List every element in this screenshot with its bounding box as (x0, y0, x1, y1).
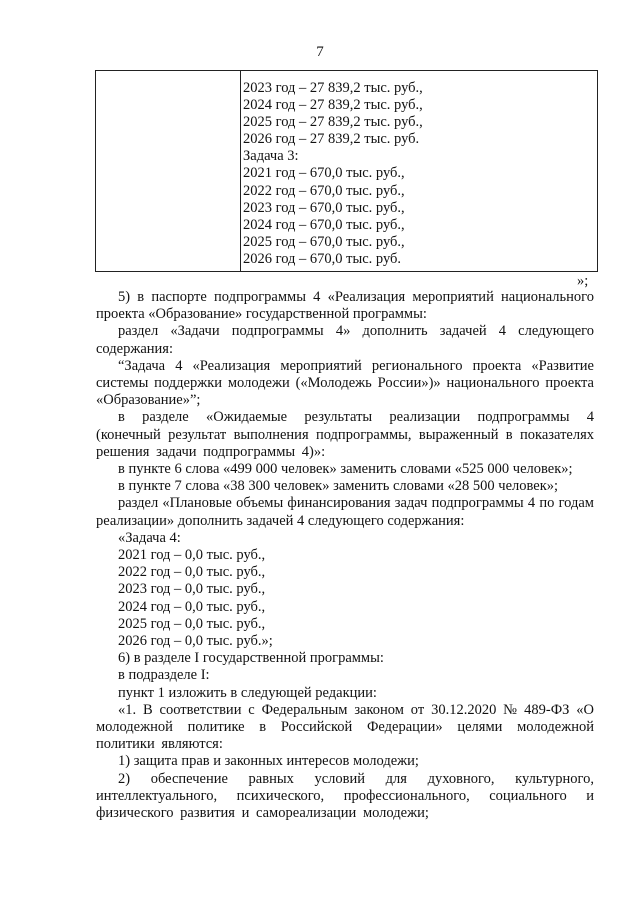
table-column-divider (240, 71, 241, 271)
table-line: 2025 год – 27 839,2 тыс. руб., (243, 114, 423, 131)
task4-year-line: 2022 год – 0,0 тыс. руб., (118, 564, 266, 581)
paragraph-item-5: 5) в паспорте подпрограммы 4 «Реализация мероприятий национального проекта «Образование» государственной программы: (96, 289, 594, 323)
goal-2: 2) обеспечение равных условий для духовного, культурного, интеллектуального, психического, профессионального, социального и физического развития и самореализации молодежи; (96, 770, 594, 822)
paragraph-expected-results: в разделе «Ожидаемые результаты реализации подпрограммы 4 (конечный результат выполнения подпрограммы, выраженный в показателях решения задачи подпрограммы 4)»: (96, 409, 594, 460)
task4-year-line: 2025 год – 0,0 тыс. руб., (118, 615, 266, 632)
table-line: 2026 год – 670,0 тыс. руб. (243, 250, 402, 267)
page-number: 7 (316, 44, 324, 60)
table-funding-cell (243, 80, 423, 268)
paragraph-subsection: в подразделе I: (118, 667, 210, 684)
paragraph-item-6: в пункте 6 слова «499 000 человек» заменить словами «525 000 человек»; (118, 461, 573, 478)
table-line: 2025 год – 670,0 тыс. руб., (243, 233, 405, 250)
table-line: Задача 3: (243, 148, 299, 165)
task4-year-line: 2023 год – 0,0 тыс. руб., (118, 581, 266, 598)
funding-table (95, 70, 598, 272)
paragraph-item-7: в пункте 7 слова «38 300 человек» заменить словами «28 500 человек»; (118, 478, 559, 495)
table-line: 2026 год – 27 839,2 тыс. руб. (243, 131, 420, 148)
task4-year-line: 2024 год – 0,0 тыс. руб., (118, 598, 266, 615)
document-body (96, 289, 594, 822)
table-closing-quote: »; (577, 273, 589, 289)
paragraph-quote-1: «1. В соответствии с Федеральным законом от 30.12.2020 № 489-ФЗ «О молодежной политике в Российской Федерации» целями молодежной политики являются: (96, 701, 594, 753)
table-line: 2024 год – 670,0 тыс. руб., (243, 216, 405, 233)
paragraph-point-1: пункт 1 изложить в следующей редакции: (118, 684, 377, 701)
table-line: 2023 год – 27 839,2 тыс. руб., (243, 80, 423, 96)
task4-year-line: 2026 год – 0,0 тыс. руб.»; (118, 633, 273, 650)
table-line: 2021 год – 670,0 тыс. руб., (243, 165, 405, 182)
table-line: 2023 год – 670,0 тыс. руб., (243, 199, 405, 216)
paragraph-task4-text: “Задача 4 «Реализация мероприятий регионального проекта «Развитие системы поддержки молодежи («Молодежь России»)» национального проекта «Образование»”; (96, 357, 594, 409)
paragraph-tasks-section: раздел «Задачи подпрограммы 4» дополнить задачей 4 следующего содержания: (96, 323, 594, 357)
task4-label: «Задача 4: (118, 529, 181, 546)
task4-year-line: 2021 год – 0,0 тыс. руб., (118, 547, 266, 564)
goal-1: 1) защита прав и законных интересов молодежи; (118, 753, 419, 770)
table-line: 2024 год – 27 839,2 тыс. руб., (243, 97, 423, 114)
paragraph-planned-volumes: раздел «Плановые объемы финансирования задач подпрограммы 4 по годам реализации» дополнить задачей 4 следующего содержания: (96, 495, 594, 529)
paragraph-item-6-section: 6) в разделе I государственной программы: (118, 650, 384, 667)
table-line: 2022 год – 670,0 тыс. руб., (243, 182, 405, 199)
